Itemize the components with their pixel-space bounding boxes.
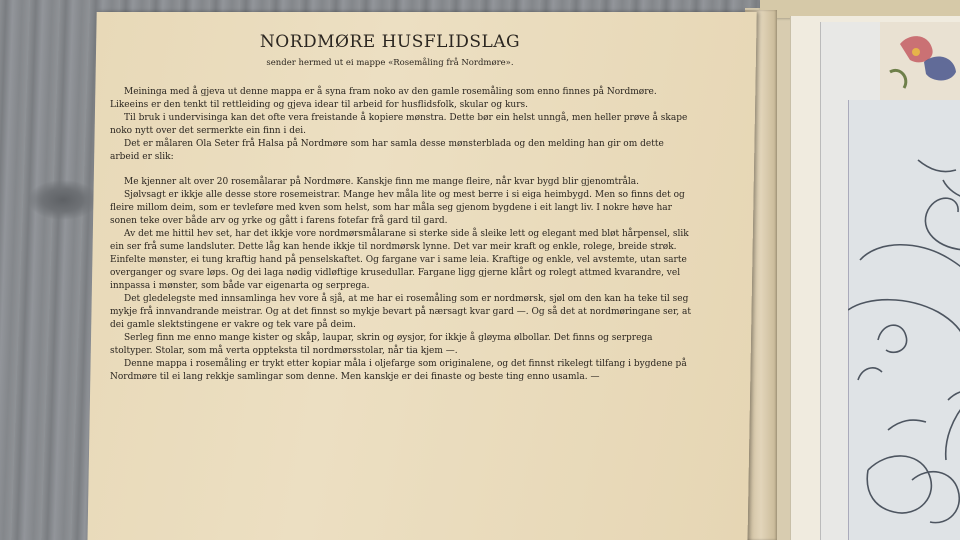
rosemaling-painting: [880, 22, 960, 100]
paragraph: Til bruk i undervisinga kan det ofte vera freistande å kopiere mønstra. Dette bør ein helst unngå, men heller prøve å skape noko nytt over det sermerkte ein finn i dei.: [110, 113, 688, 136]
pattern-drawing: [848, 100, 960, 540]
rosemaling-painting-svg: [880, 22, 960, 100]
paragraph: Serleg finn me enno mange kister og skåp, laupar, skrin og øysjor, for ikkje å gløyma ølbollar. Det finns og serprega stoltyper. Stolar, som må verta oppteksta til nordmørsstolar, når tia kjem —.: [110, 333, 653, 356]
pattern-drawing-svg: [848, 100, 960, 540]
document-text: [110, 32, 720, 384]
paragraph: Av det me hittil hev set, har det ikkje vore nordmørsmålarane si sterke side å sleike lett og elegant med bløt hårpensel, slik ein ser frå sume landsluter. Dette låg kan hende ikkje til nordmørsk lynne. Det var meir kraft og enkle, rolege, breide strøk. Einfelte mønster, ei tung kraftig hand på penselskaftet. Og fargane var i same leia. Kraftige og enkle, vel avstemte, utan sarte overganger og svare løps. Og dei laga nødig vidløftige krusedullar. Fargane ligg gjerne klårt og rolegt attmed kvarandre, vel innpassa i mønster, som både var eigenarta og serprega.: [110, 229, 689, 291]
paragraph: Denne mappa i rosemåling er trykt etter kopiar måla i oljefarge som originalene, og det finnst rikelegt tilfang i bygdene på Nordmøre til ei lang rekkje samlingar som denne. Men kanskje er dei finaste og beste ting enno usamla. —: [110, 359, 687, 382]
document-subtitle: sender hermed ut ei mappe «Rosemåling frå Nordmøre».: [266, 58, 514, 68]
paragraph: Det gledelegste med innsamlinga hev vore å sjå, at me har ei rosemåling som er nordmørsk, sjøl om den kan ha teke til seg mykje frå innvandrande meistrar. Og at det finnst so mykje bevart på nærsagt kvar gard —. Og så det at nordmøringane ser, at dei gamle slektstingene er vakre og tek vare på deim.: [110, 294, 691, 330]
wood-knot: [28, 180, 98, 220]
paragraph: Meininga med å gjeva ut denne mappa er å syna fram noko av den gamle rosemåling som enno finnes på Nordmøre. Likeeins er den tenkt til rettleiding og gjeva idear til arbeid for husflidsfolk, skular og kurs.: [110, 87, 657, 110]
document-title: NORDMØRE HUSFLIDSLAG: [259, 32, 521, 52]
paragraph: Me kjenner alt over 20 rosemålarar på Nordmøre. Kanskje finn me mange fleire, når kvar bygd blir gjenomtråla.: [124, 177, 640, 187]
paragraph: Sjølvsagt er ikkje alle desse store rosemeistrar. Mange hev måla lite og mest berre i si eiga heimbygd. Men so finns det og fleire millom deim, som er tevleføre med kven som helst, som har måla seg gjenom bygdene i eit langt liv. I nokre høve har sonen teke over både arv og yrke og gått i farens fotefar frå gard til gard.: [110, 190, 685, 226]
document-body: [110, 86, 695, 384]
paragraph: Det er målaren Ola Seter frå Halsa på Nordmøre som har samla desse mønsterblada og den melding han gir om dette arbeid er slik:: [110, 139, 664, 162]
